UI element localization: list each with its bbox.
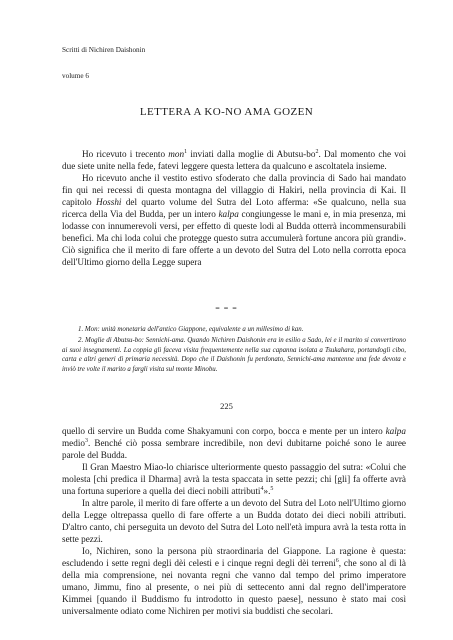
footnote-ref: 3 [84,437,88,444]
body-text-page-2 [62,425,406,617]
paragraph: In altre parole, il merito di fare offerte a un devoto del Sutra del Loto nell'Ultimo giorno della Legge oltrepassa quello di fare offerte a un Budda dotato dei dieci nobili attributi. D'altro canto, chi perseguita un devoto del Sutra del Loto nell'età impura avrà la testa rotta in sette pezzi. [62,498,406,544]
running-header-series: Scritti di Nichiren Daishonin [62,46,146,54]
paragraph: Ho ricevuto anche il vestito estivo sfoderato che dalla provincia di Sado hai mandato fin qui nei recessi di questa montagna del villaggio di Hakiri, nella provincia di Kai. Il capitolo Hosshi del quarto volume del Sutra del Loto afferma: «Se qualcuno, nella sua ricerca della Via del Budda, per un intero kalpa congiungesse le mani e, in mia presenza, mi lodasse con innumerevoli versi, per effetto di queste lodi al Budda otterrà incommensurabili benefici. Ma chi loda colui che protegge questo sutra accumulerà fortune ancora più grandi». Ciò significa che il merito di fare offerte a un devoto del Sutra del Loto nella corrotta epoca dell'Ultimo giorno della Legge supera [62,173,406,267]
italic-term: mon [168,149,185,159]
footnote-ref: 2 [315,148,319,155]
letter-title: LETTERA A KO-NO AMA GOZEN [139,106,314,118]
paragraph: Ho ricevuto i trecento mon$^1$ inviati dalla moglie di Abutsu-$bo^2$. Dal momento che voi due siete unite nella fede, fatevi leggere questa lettera da qualcuno e ascoltatela insieme. [62,148,407,171]
footnote-ref: 4 [260,485,264,492]
italic-term: kalpa [218,209,239,219]
footnote-ref: 6 [335,557,339,564]
paragraph: quello di servire un Budda come Shakyamuni con corpo, bocca e mente per un intero kalpa medio$^3$. Benché ciò possa sembrare incredibile, non devi dubitarne poiché sono le auree parole del Budda. [62,426,406,460]
italic-term: Hosshi [95,197,122,207]
footnote: 1. Mon: unità monetaria dell'antico Giappone, equivalente a un millesimo di kan. [78,326,304,333]
footnote-ref: 5 [270,485,274,492]
footnote-ref: 1 [184,148,188,155]
paragraph: Il Gran Maestro Miao-lo chiarisce ulteriormente questo passaggio del sutra: «Colui che molesta [chi predica il Dharma] avrà la testa spaccata in sette pezzi; chi [gli] fa offerte avrà una fortuna superiore a quella dei dieci nobili attributi$^4$».$^5$ [62,462,406,496]
running-header-volume: volume 6 [62,72,89,80]
footnotes [62,325,406,376]
paragraph: Io, Nichiren, sono la persona più straordinaria del Giappone. La ragione è questa: escludendo i sette regni degli dèi celesti e i cinque regni degli dèi terreni$^6$, che sono al di là della mia comprensione, nei novanta regni che vanno dal tempo del primo imperatore umano, Jimmu, fino al presente, o nei più di settecento anni dal regno dell'imperatore Kimmei [quando il Buddismo fu introdotto in questo paese], nessuno è stato mai così universalmente odiato come Nichiren per motivi sia buddisti che secolari. [62,546,406,616]
italic-term: kalpa [385,426,406,436]
page-number: 225 [220,401,233,411]
body-text-page-1 [62,148,406,268]
section-separator: = = = [215,304,238,313]
footnote: 2. Moglie di Abutsu-bo: Sennichi-ama. Quando Nichiren Daishonin era in esilio a Sado, lei e il marito si convertirono ai suoi insegnamenti. La coppia gli faceva visita frequentemente nella sua capanna isolata a Tsukahara, portandogli cibo, carta e altri generi di primaria necessità. Dopo che il Daishonin fu perdonato, Sennichi-ama mantenne una fede devota e inviò tre volte il marito a fargli visita sul monte Minobu. [62,337,406,373]
